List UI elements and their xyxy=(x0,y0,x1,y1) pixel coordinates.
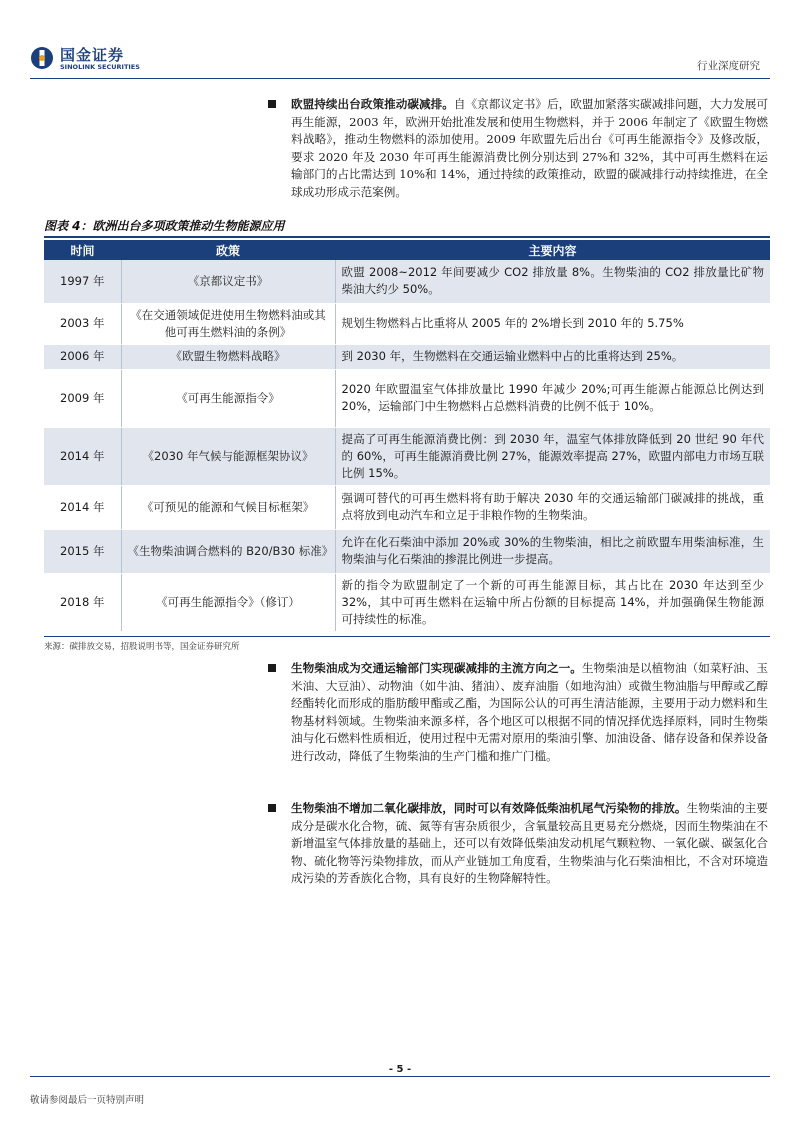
bullet-paragraph xyxy=(291,660,768,765)
logo-en-text: SINOLINK SECURITIES xyxy=(60,63,140,71)
figure-source: 来源：碳排放交易，招股说明书等，国金证券研究所 xyxy=(44,642,240,652)
cell-content: 到 2030 年，生物燃料在交通运输业燃料中占的比重将达到 25%。 xyxy=(335,344,770,369)
bullet-body: 生物柴油是以植物油（如菜籽油、玉米油、大豆油）、动物油（如牛油、猪油）、废弃油脂（如地沟油）或微生物油脂与甲醇或乙醇经酯转化而形成的脂肪酸甲酯或乙酯，为国际公认的可再生清洁能源，主要用于动力燃料和生物基材料领域。生物柴油来源多样，各个地区可以根据不同的情况择优选择原料，同时生物柴油与化石燃料性质相近，使用过程中无需对原用的柴油引擎、加油设备、储存设备和保养设备进行改动，降低了生物柴油的生产门槛和推广门槛。 xyxy=(291,661,768,763)
cell-content: 2020 年欧盟温室气体排放量比 1990 年减少 20%;可再生能源占能源总比例达到 20%，运输部门中生物燃料占总燃料消费的比例不低于 10%。 xyxy=(335,369,770,427)
footer-divider xyxy=(30,1076,770,1077)
cell-time: 2009 年 xyxy=(44,369,121,427)
table-header-row xyxy=(44,240,770,260)
report-type: 行业深度研究 xyxy=(697,60,760,72)
cell-time: 2006 年 xyxy=(44,344,121,369)
cell-time: 1997 年 xyxy=(44,260,121,303)
cell-time: 2014 年 xyxy=(44,485,121,529)
cell-content: 提高了可再生能源消费比例：到 2030 年，温室气体排放降低到 20 世纪 90 年代的 60%，可再生能源消费比例 27%，能源效率提高 27%，欧盟内部电力市场互联比例 15%。 xyxy=(335,427,770,485)
cell-policy: 《欧盟生物燃料战略》 xyxy=(121,344,335,369)
bullet-square-icon xyxy=(268,804,276,812)
cell-policy: 《京都议定书》 xyxy=(121,260,335,303)
header-time: 时间 xyxy=(44,240,121,260)
logo-cn-text: 国金证券 xyxy=(60,46,125,64)
figure-title: 图表 4：欧洲出台多项政策推动生物能源应用 xyxy=(44,219,285,233)
bullet-lead: 生物柴油不增加二氧化碳排放，同时可以有效降低柴油机尾气污染物的排放。 xyxy=(291,801,687,815)
cell-content: 规划生物燃料占比重将从 2005 年的 2%增长到 2010 年的 5.75% xyxy=(335,303,770,344)
cell-policy: 《生物柴油调合燃料的 B20/B30 标准》 xyxy=(121,529,335,573)
bullet-paragraph xyxy=(291,800,768,888)
bullet-lead: 生物柴油成为交通运输部门实现碳减排的主流方向之一。 xyxy=(291,661,582,675)
cell-content: 欧盟 2008~2012 年间要减少 CO2 排放量 8%。生物柴油的 CO2 排放量比矿物柴油大约少 50%。 xyxy=(335,260,770,303)
source-rule xyxy=(44,636,770,637)
table-row xyxy=(44,344,770,369)
cell-time: 2014 年 xyxy=(44,427,121,485)
intro-paragraph xyxy=(291,96,768,201)
cell-policy: 《可再生能源指令》 xyxy=(121,369,335,427)
bullet-square-icon xyxy=(268,664,276,672)
page-header xyxy=(30,44,770,80)
intro-lead: 欧盟持续出台政策推动碳减排。 xyxy=(291,97,454,111)
cell-content: 强调可替代的可再生燃料将有助于解决 2030 年的交通运输部门碳减排的挑战，重点将放到电动汽车和立足于非粮作物的生物柴油。 xyxy=(335,485,770,529)
bullet-body: 生物柴油的主要成分是碳水化合物，硫、氮等有害杂质很少，含氧量较高且更易充分燃烧，因而生物柴油在不新增温室气体排放量的基础上，还可以有效降低柴油发动机尾气颗粒物、一氧化碳、碳氢化合物、硫化物等污染物排放，而从产业链加工角度看，生物柴油与化石柴油相比，不含对环境造成污染的芳香族化合物，具有良好的生物降解特性。 xyxy=(291,801,768,885)
sinolink-logo-icon xyxy=(30,46,54,70)
intro-body: 自《京都议定书》后，欧盟加紧落实碳减排问题，大力发展可再生能源，2003 年，欧洲开始批准发展和使用生物燃料，并于 2006 年制定了《欧盟生物燃料战略》，推动生物燃料的添加使用。2009 年欧盟先后出台《可再生能源指令》及修改版，要求 2020 年及 2030 年可再生能源消费比例分别达到 27%和 32%，其中可再生燃料在运输部门的占比需达到 10%和 14%，通过持续的政策推动，欧盟的碳减排行动持续推进，在全球成功形成示范案例。 xyxy=(291,97,768,199)
cell-time: 2015 年 xyxy=(44,529,121,573)
table-row xyxy=(44,529,770,573)
table-row xyxy=(44,485,770,529)
figure-title-rule xyxy=(44,236,770,238)
cell-policy: 《可预见的能源和气候目标框架》 xyxy=(121,485,335,529)
company-logo xyxy=(30,44,190,80)
cell-content: 新的指令为欧盟制定了一个新的可再生能源目标，其占比在 2030 年达到至少 32%，其中可再生燃料在运输中所占份额的目标提高 14%，并加强确保生物能源可持续性的标准。 xyxy=(335,573,770,631)
cell-policy: 《2030 年气候与能源框架协议》 xyxy=(121,427,335,485)
cell-policy: 《在交通领域促进使用生物燃料油或其他可再生燃料油的条例》 xyxy=(121,303,335,344)
cell-time: 2018 年 xyxy=(44,573,121,631)
bullet-biodiesel-emissions xyxy=(268,800,768,888)
page-number: - 5 - xyxy=(388,1064,412,1075)
cell-policy: 《可再生能源指令》（修订） xyxy=(121,573,335,631)
intro-bullet xyxy=(268,96,768,201)
table-row xyxy=(44,260,770,303)
table-row xyxy=(44,427,770,485)
table-row xyxy=(44,303,770,344)
footer-disclaimer: 敬请参阅最后一页特别声明 xyxy=(30,1095,145,1106)
bullet-biodiesel-direction xyxy=(268,660,768,765)
header-content: 主要内容 xyxy=(335,240,770,260)
table-row xyxy=(44,573,770,631)
header-policy: 政策 xyxy=(121,240,335,260)
table-row xyxy=(44,369,770,427)
bullet-square-icon xyxy=(268,100,276,108)
cell-content: 允许在化石柴油中添加 20%或 30%的生物柴油，相比之前欧盟车用柴油标准，生物柴油与化石柴油的掺混比例进一步提高。 xyxy=(335,529,770,573)
policy-table xyxy=(44,240,770,632)
cell-time: 2003 年 xyxy=(44,303,121,344)
header-divider xyxy=(30,78,770,79)
